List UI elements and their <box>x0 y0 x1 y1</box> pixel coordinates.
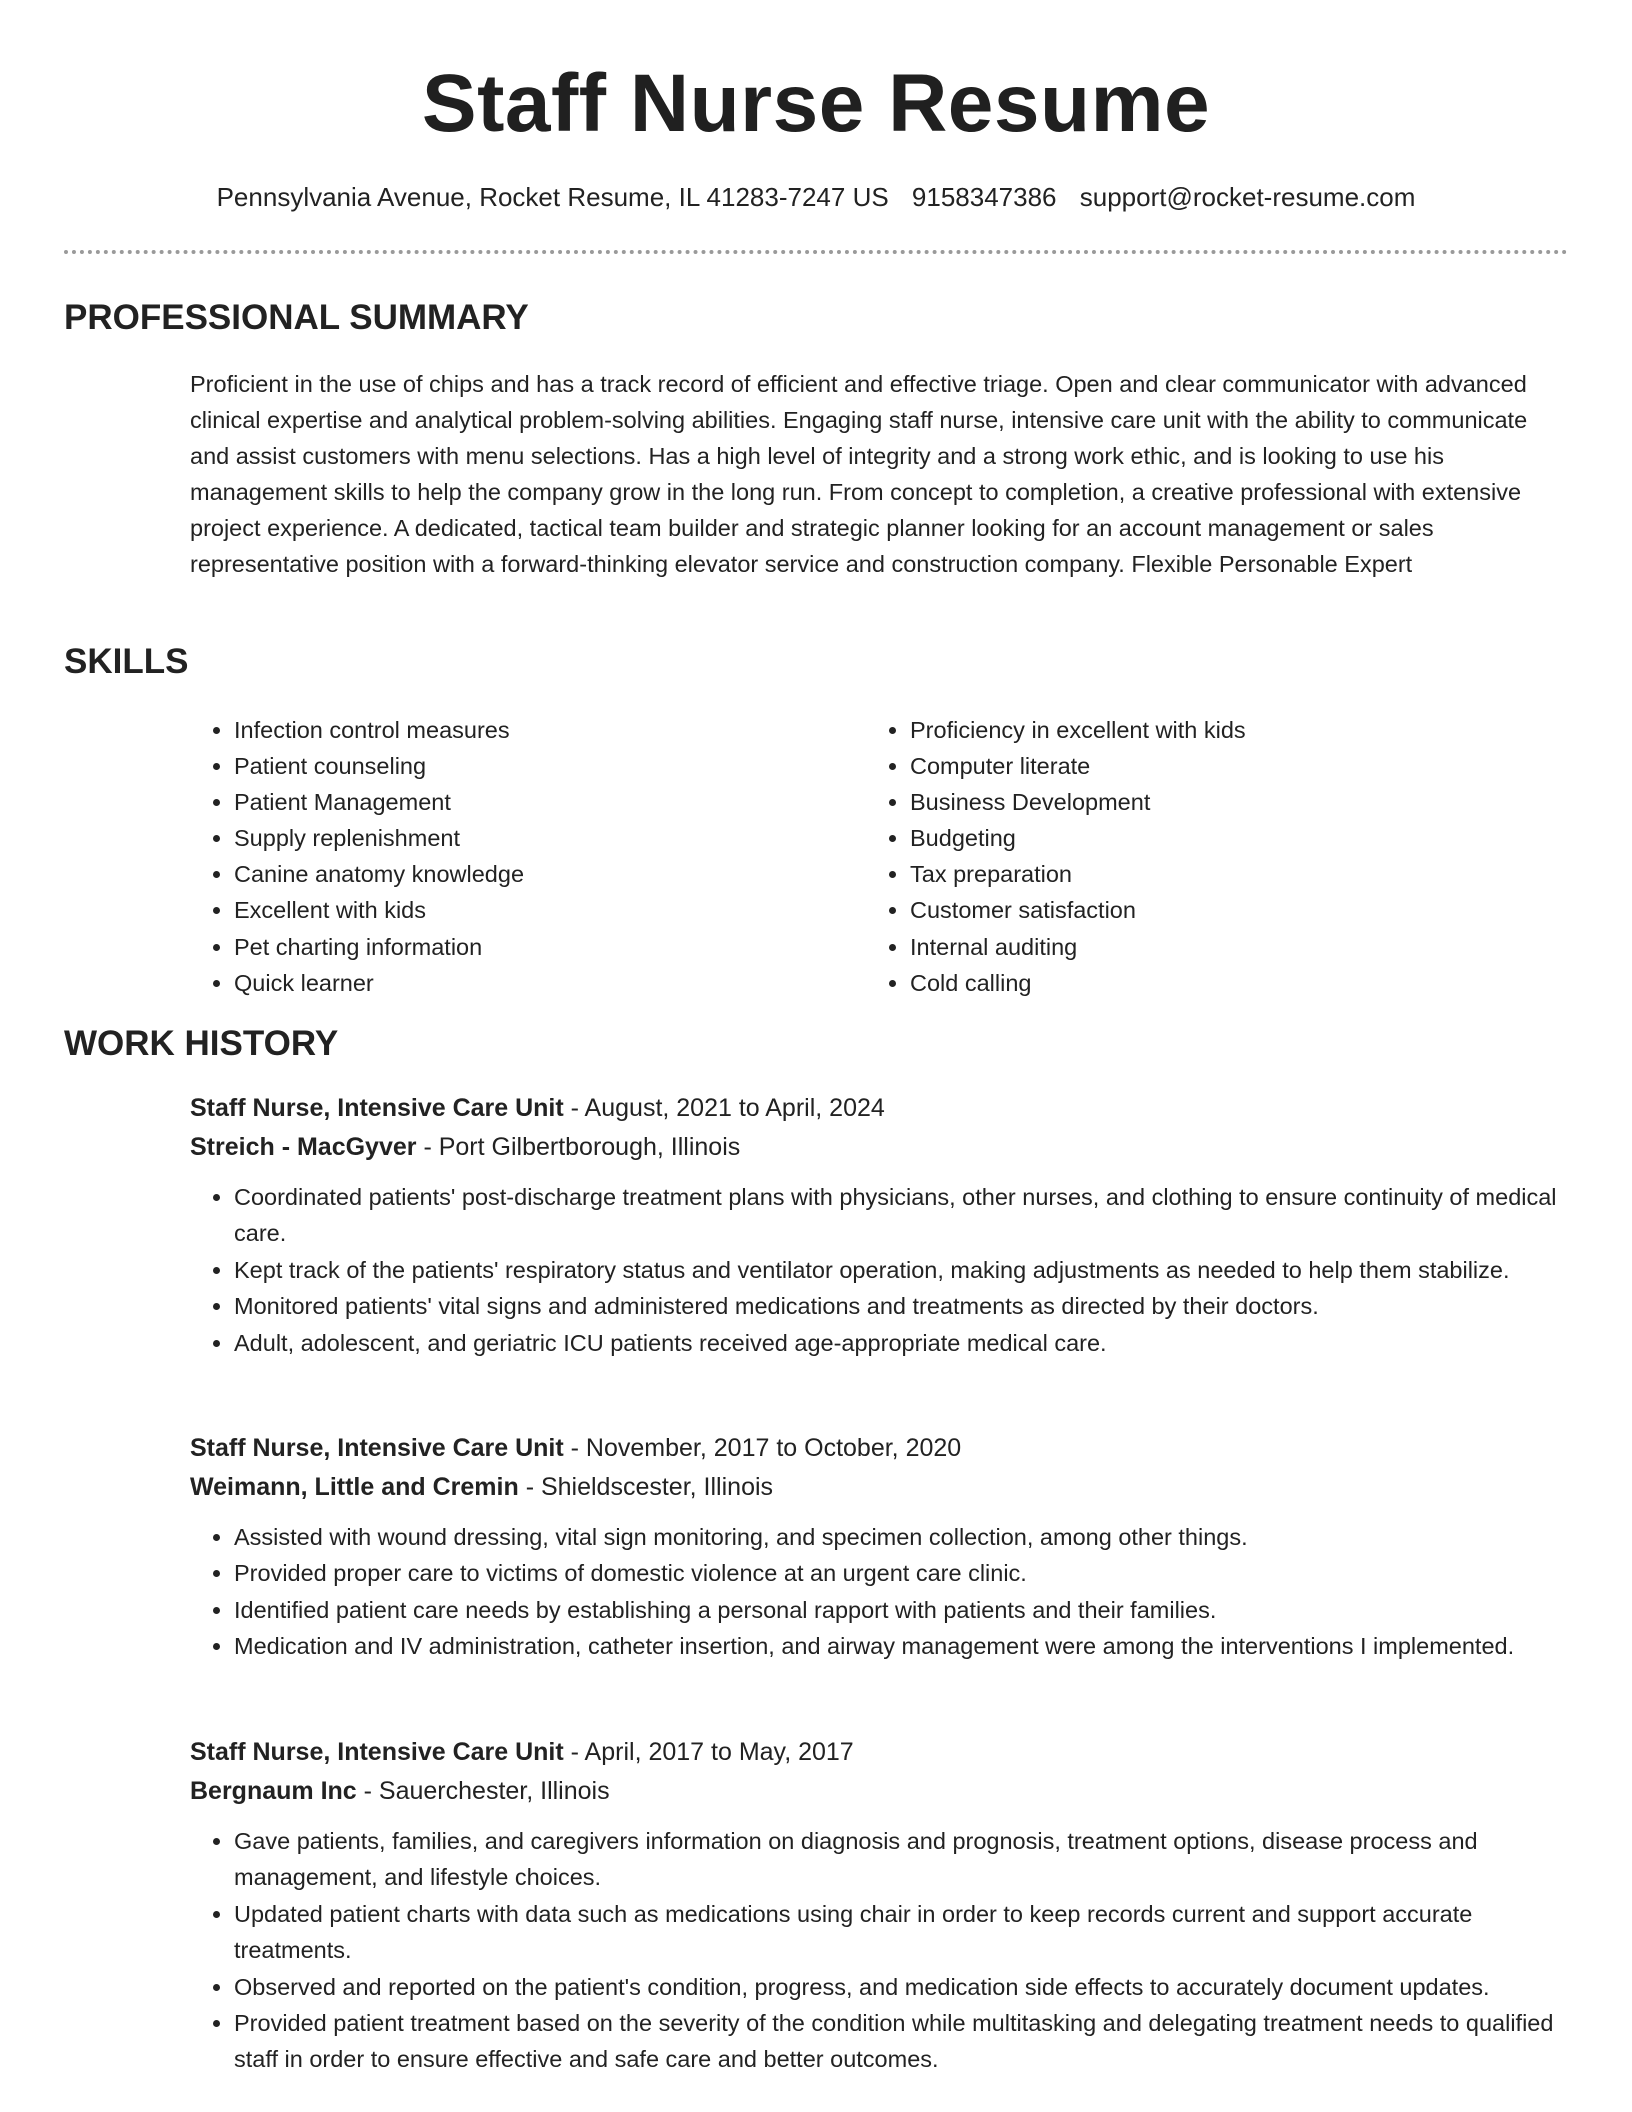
job-location: - Sauerchester, Illinois <box>356 1777 610 1805</box>
job-dates: - August, 2021 to April, 2024 <box>563 1094 885 1122</box>
skill-item: • Proficiency in excellent with kids <box>910 712 1550 748</box>
job-title-line <box>190 1428 1570 1468</box>
skill-item: • Patient counseling <box>234 748 834 784</box>
skill-item: • Tax preparation <box>910 856 1550 892</box>
skill-item: • Quick learner <box>234 965 834 1001</box>
job-bullet: • Gave patients, families, and caregivers information on diagnosis and prognosis, treatment options, disease process and management, and lifestyle choices. <box>234 1823 1570 1896</box>
job-company-line <box>190 1127 1570 1167</box>
job-bullet: • Observed and reported on the patient's condition, progress, and medication side effects to accurately document updates. <box>234 1969 1570 2005</box>
skill-item: • Customer satisfaction <box>910 892 1550 928</box>
job-bullet: • Coordinated patients' post-discharge treatment plans with physicians, other nurses, and clothing to ensure continuity of medical care. <box>234 1179 1570 1252</box>
skill-item: • Patient Management <box>234 784 834 820</box>
job-location: - Shieldscester, Illinois <box>518 1473 774 1501</box>
job-bullet: • Medication and IV administration, catheter insertion, and airway management were among the interventions I implemented. <box>234 1628 1570 1664</box>
skills-list-right <box>866 712 1550 1001</box>
skill-item: • Budgeting <box>910 820 1550 856</box>
skill-item: • Internal auditing <box>910 929 1550 965</box>
job-company: Bergnaum Inc <box>190 1777 357 1805</box>
job-bullets <box>190 1179 1570 1361</box>
job-bullet: • Provided patient treatment based on the severity of the condition while multitasking and delegating treatment needs to qualified staff in order to ensure effective and safe care and better outcomes. <box>234 2005 1570 2078</box>
job-bullet: • Provided proper care to victims of domestic violence at an urgent care clinic. <box>234 1555 1570 1591</box>
job-bullet: • Monitored patients' vital signs and administered medications and treatments as directed by their doctors. <box>234 1288 1570 1324</box>
summary-text: Proficient in the use of chips and has a track record of efficient and effective triage. Open and clear communicator with advanced clinical expertise and analytical problem-solving abilities. Engaging staff nurse, intensive care unit with the ability to communicate and assist customers with menu selections. Has a high level of integrity and a strong work ethic, and is looking to use his management skills to help the company grow in the long run. From concept to completion, a creative professional with extensive project experience. A dedicated, tactical team builder and strategic planner looking for an account management or sales representative position with a forward-thinking elevator service and construction company. Flexible Personable Expert <box>190 371 1528 577</box>
skill-item: • Computer literate <box>910 748 1550 784</box>
contact-line <box>0 180 1632 214</box>
skill-item: • Supply replenishment <box>234 820 834 856</box>
job-bullet: • Kept track of the patients' respiratory status and ventilator operation, making adjustments as needed to help them stabilize. <box>234 1252 1570 1288</box>
job-title-line <box>190 1088 1570 1128</box>
job-entry <box>190 1088 1570 1361</box>
job-entry <box>190 1732 1570 2078</box>
job-title: Staff Nurse, Intensive Care Unit <box>190 1434 564 1462</box>
job-location: - Port Gilbertborough, Illinois <box>416 1133 741 1161</box>
work-history-heading: WORK HISTORY <box>64 1024 339 1063</box>
job-bullets <box>190 1519 1570 1665</box>
skill-item: • Excellent with kids <box>234 892 834 928</box>
summary-heading: PROFESSIONAL SUMMARY <box>64 298 529 337</box>
job-bullet: • Identified patient care needs by establishing a personal rapport with patients and their families. <box>234 1592 1570 1628</box>
job-entry <box>190 1428 1570 1665</box>
job-bullet: • Assisted with wound dressing, vital sign monitoring, and specimen collection, among other things. <box>234 1519 1570 1555</box>
job-bullet: • Updated patient charts with data such as medications using chair in order to keep records current and support accurate treatments. <box>234 1896 1570 1969</box>
job-company-line <box>190 1771 1570 1811</box>
job-title: Staff Nurse, Intensive Care Unit <box>190 1094 564 1122</box>
contact-email: support@rocket-resume.com <box>1079 182 1416 212</box>
job-company-line <box>190 1467 1570 1507</box>
skill-item: • Pet charting information <box>234 929 834 965</box>
contact-address: Pennsylvania Avenue, Rocket Resume, IL 41283-7247 US <box>216 182 889 212</box>
skills-heading: SKILLS <box>64 642 189 681</box>
job-bullet: • Adult, adolescent, and geriatric ICU patients received age-appropriate medical care. <box>234 1325 1570 1361</box>
job-title: Staff Nurse, Intensive Care Unit <box>190 1738 564 1766</box>
skills-list-left <box>190 712 834 1001</box>
skill-item: • Business Development <box>910 784 1550 820</box>
header-divider <box>64 250 1568 254</box>
skill-item: • Infection control measures <box>234 712 834 748</box>
skill-item: • Cold calling <box>910 965 1550 1001</box>
job-dates: - April, 2017 to May, 2017 <box>563 1738 854 1766</box>
resume-title: Staff Nurse Resume <box>421 58 1211 149</box>
skill-item: • Canine anatomy knowledge <box>234 856 834 892</box>
job-dates: - November, 2017 to October, 2020 <box>563 1434 962 1462</box>
job-title-line <box>190 1732 1570 1772</box>
job-bullets <box>190 1823 1570 2078</box>
job-company: Weimann, Little and Cremin <box>190 1473 519 1501</box>
contact-phone: 9158347386 <box>911 182 1057 212</box>
job-company: Streich - MacGyver <box>190 1133 417 1161</box>
